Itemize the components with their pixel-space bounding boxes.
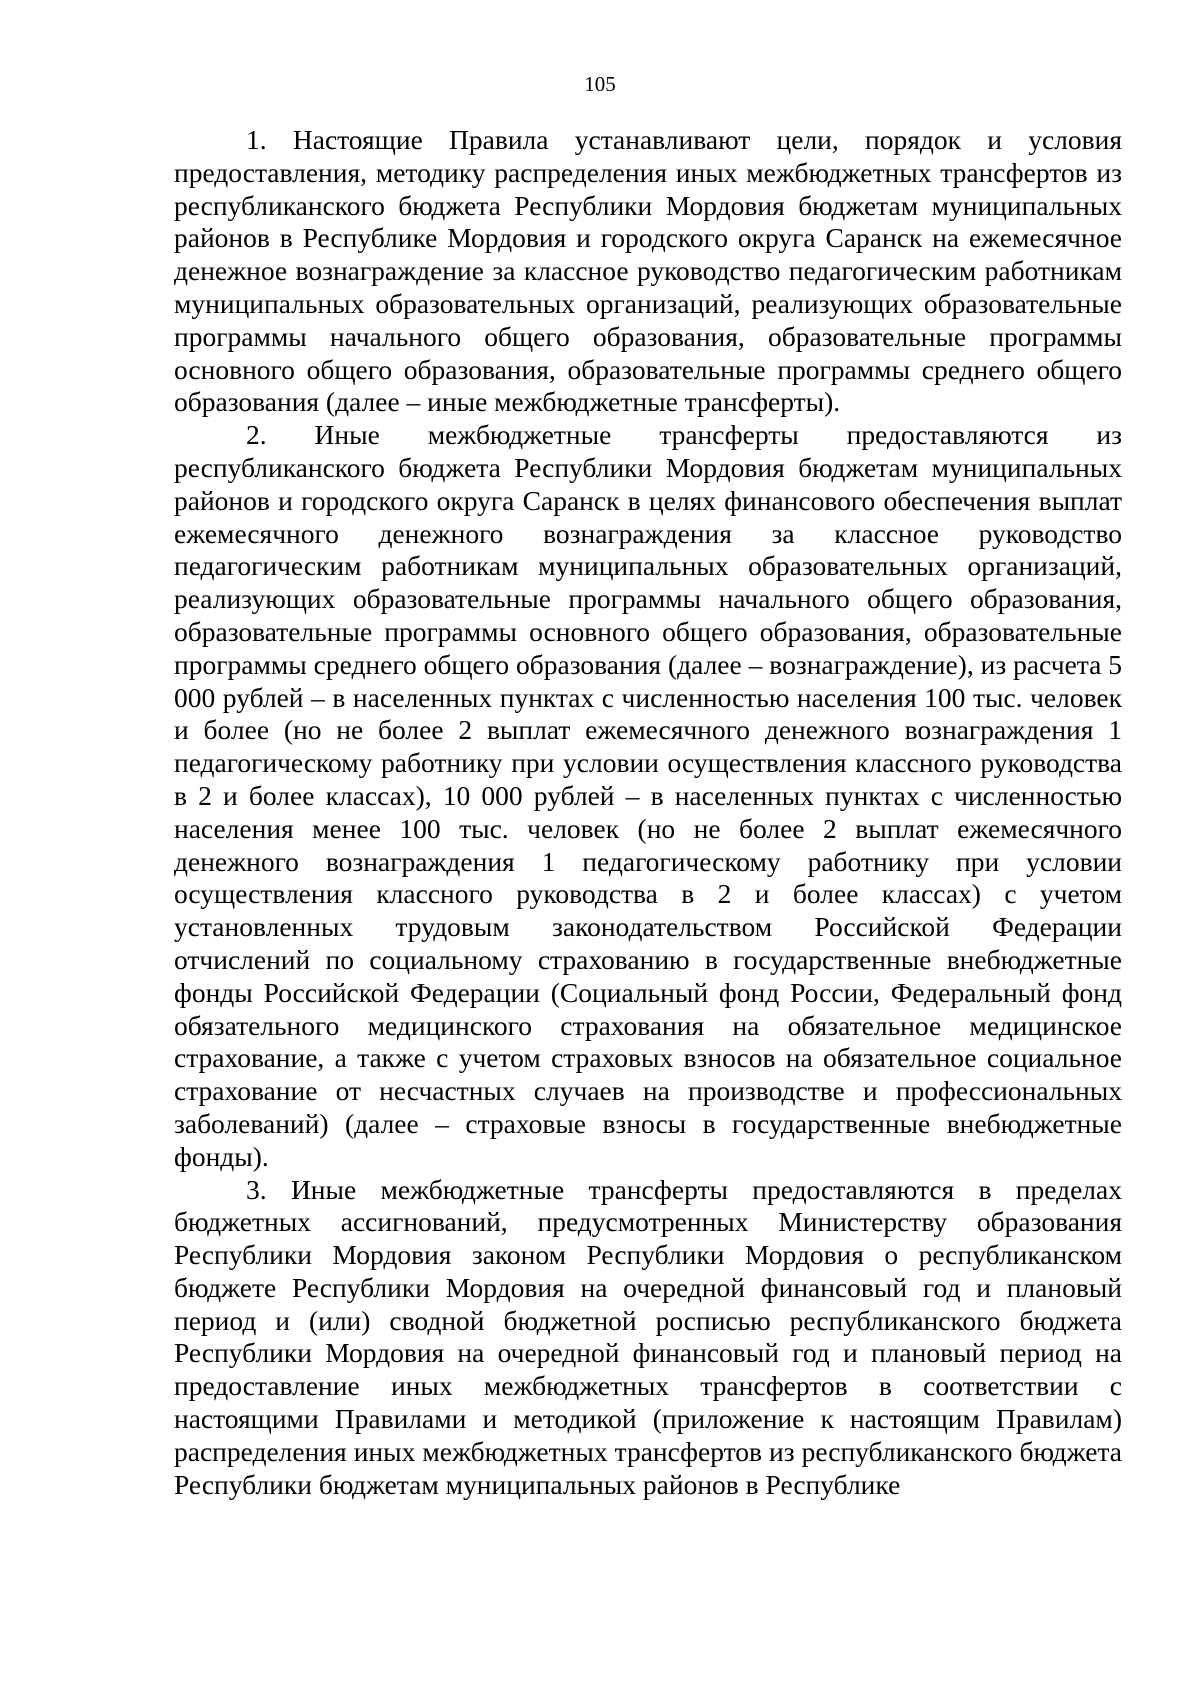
page-number: 105: [584, 72, 616, 96]
paragraph-3: 3. Иные межбюджетные трансферты предоставляются в пределах бюджетных ассигнований, предусмотренных Министерству образования Республики Мордовия законом Республики Мордовия о республиканском бюджете Республики Мордовия на очередной финансовый год и плановый период и (или) сводной бюджетной росписью республиканского бюджета Республики Мордовия на очередной финансовый год и плановый период на предоставление иных межбюджетных трансфертов в соответствии с настоящими Правилами и методикой (приложение к настоящим Правилам) распределения иных межбюджетных трансфертов из республиканского бюджета Республики бюджетам муниципальных районов в Республике: [174, 1173, 1122, 1500]
document-body: [174, 124, 1122, 1501]
paragraph-2: 2. Иные межбюджетные трансферты предоставляются из республиканского бюджета Республики Мордовия бюджетам муниципальных районов и городского округа Саранск в целях финансового обеспечения выплат ежемесячного денежного вознаграждения за классное руководство педагогическим работникам муниципальных образовательных организаций, реализующих образовательные программы начального общего образования, образовательные программы основного общего образования, образовательные программы среднего общего образования (далее – вознаграждение), из расчета 5 000 рублей – в населенных пунктах с численностью населения 100 тыс. человек и более (но не более 2 выплат ежемесячного денежного вознаграждения 1 педагогическому работнику при условии осуществления классного руководства в 2 и более классах), 10 000 рублей – в населенных пунктах с численностью населения менее 100 тыс. человек (но не более 2 выплат ежемесячного денежного вознаграждения 1 педагогическому работнику при условии осуществления классного руководства в 2 и более классах) с учетом установленных трудовым законодательством Российской Федерации отчислений по социальному страхованию в государственные внебюджетные фонды Российской Федерации (Социальный фонд России, Федеральный фонд обязательного медицинского страхования на обязательное медицинское страхование, а также с учетом страховых взносов на обязательное социальное страхование от несчастных случаев на производстве и профессиональных заболеваний) (далее – страховые взносы в государственные внебюджетные фонды).: [174, 419, 1122, 1172]
paragraph-1: 1. Настоящие Правила устанавливают цели, порядок и условия предоставления, методику распределения иных межбюджетных трансфертов из республиканского бюджета Республики Мордовия бюджетам муниципальных районов в Республике Мордовия и городского округа Саранск на ежемесячное денежное вознаграждение за классное руководство педагогическим работникам муниципальных образовательных организаций, реализующих образовательные программы начального общего образования, образовательные программы основного общего образования, образовательные программы среднего общего образования (далее – иные межбюджетные трансферты).: [174, 124, 1122, 418]
